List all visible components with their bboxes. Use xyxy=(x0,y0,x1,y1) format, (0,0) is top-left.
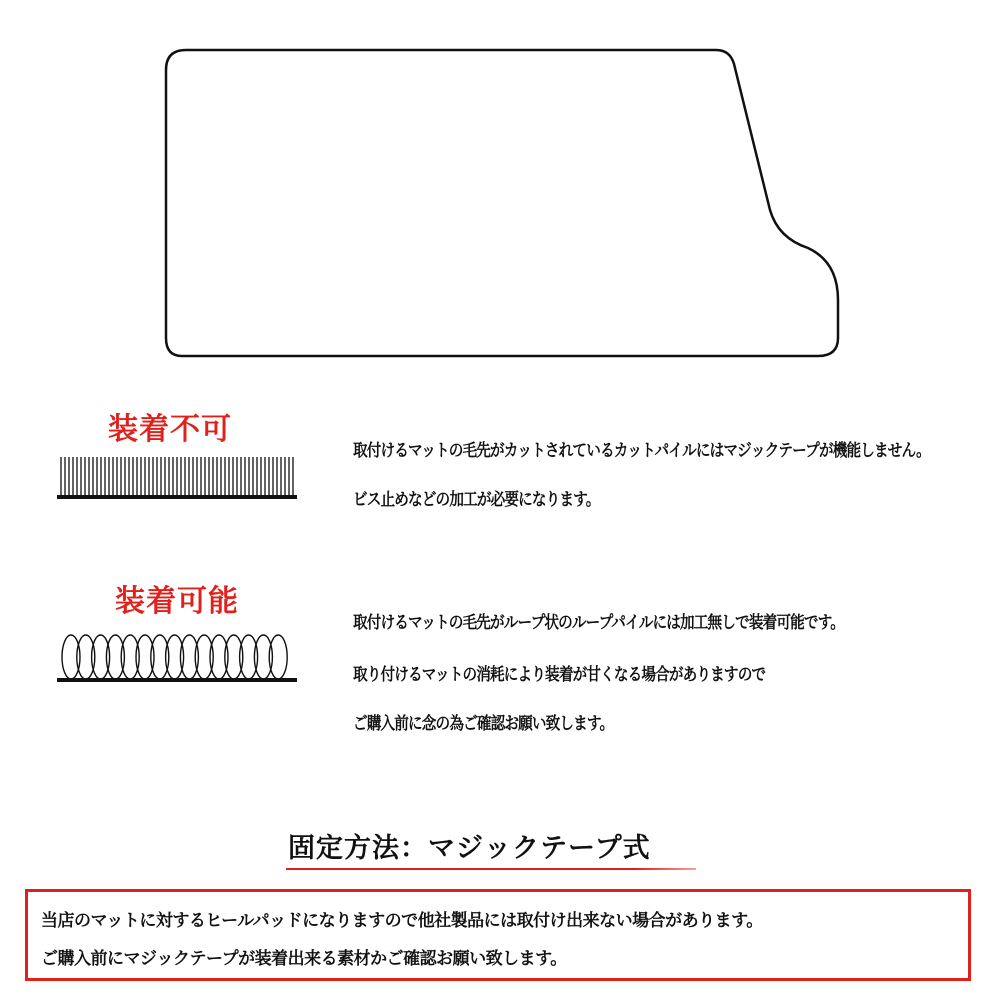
loop-pile-icon xyxy=(55,630,305,686)
mat-outline-icon xyxy=(0,0,1000,380)
loop-pile-label: 装着可能 xyxy=(115,584,239,619)
method-underline xyxy=(286,868,696,870)
cut-pile-desc-line-2: ビス止めなどの加工が必要になります。 xyxy=(353,490,600,510)
cut-pile-label: 装着不可 xyxy=(108,412,232,447)
notice-line-2: ご購入前にマジックテープが装着出来る素材かご確認お願い致します。 xyxy=(41,949,567,969)
cut-pile-desc-line-1: 取付けるマットの毛先がカットされているカットパイルにはマジックテープが機能しません。 xyxy=(353,441,930,461)
notice-box xyxy=(25,889,971,981)
loop-pile-desc-line-3: ご購入前に念の為ご確認お願い致します。 xyxy=(353,714,614,734)
notice-line-1: 当店のマットに対するヒールパッドになりますので他社製品には取付け出来ない場合があります。 xyxy=(41,911,763,931)
loop-pile-desc-line-2: 取り付けるマットの消耗により装着が甘くなる場合がありますので xyxy=(353,665,766,685)
method-title: 固定方法：マジックテープ式 xyxy=(288,833,651,864)
cut-pile-icon xyxy=(55,455,305,505)
loop-pile-desc-line-1: 取付けるマットの毛先がループ状のループパイルには加工無しで装着可能です。 xyxy=(353,613,844,633)
